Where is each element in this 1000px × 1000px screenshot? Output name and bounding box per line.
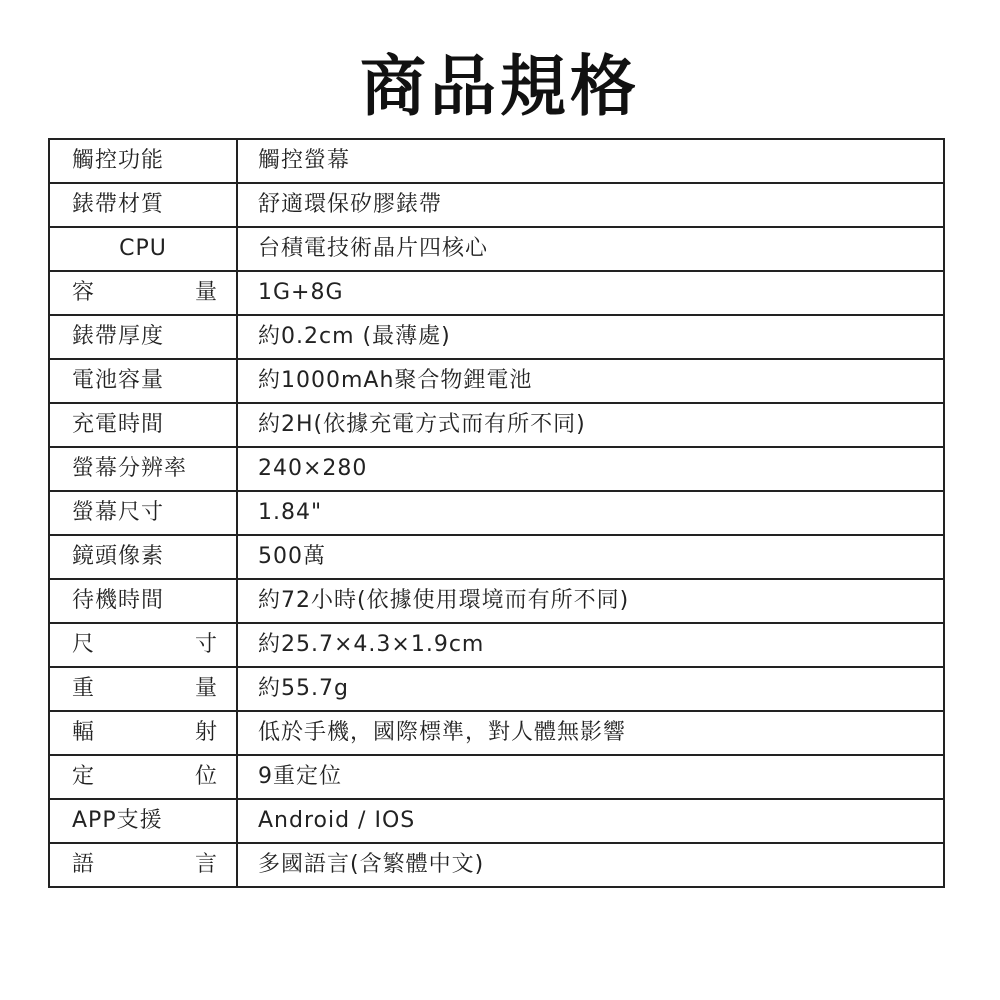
spec-label: 錶帶厚度 [49,315,237,359]
spec-label: 電池容量 [49,359,237,403]
spec-row [49,227,944,271]
spec-label: 輻射 [49,711,237,755]
spec-label: 尺寸 [49,623,237,667]
spec-row [49,315,944,359]
spec-label: 待機時間 [49,579,237,623]
spec-row [49,843,944,887]
spec-label: 語言 [49,843,237,887]
spec-value: 500萬 [237,535,944,579]
spec-row [49,359,944,403]
spec-value: 約25.7×4.3×1.9cm [237,623,944,667]
spec-row [49,271,944,315]
spec-label: 重量 [49,667,237,711]
spec-row [49,447,944,491]
spec-row [49,711,944,755]
spec-value: 觸控螢幕 [237,139,944,183]
spec-value: 舒適環保矽膠錶帶 [237,183,944,227]
spec-row [49,623,944,667]
spec-value: 約2H(依據充電方式而有所不同) [237,403,944,447]
spec-value: Android / IOS [237,799,944,843]
spec-value: 多國語言(含繁體中文) [237,843,944,887]
spec-label: APP支援 [49,799,237,843]
spec-label: 觸控功能 [49,139,237,183]
spec-value: 1.84" [237,491,944,535]
spec-row [49,139,944,183]
spec-row [49,579,944,623]
spec-label: CPU [49,227,237,271]
spec-row [49,403,944,447]
spec-value: 約55.7g [237,667,944,711]
page-title: 商品規格 [360,48,640,125]
spec-label: 充電時間 [49,403,237,447]
spec-value: 1G+8G [237,271,944,315]
spec-value: 台積電技術晶片四核心 [237,227,944,271]
spec-label: 鏡頭像素 [49,535,237,579]
spec-row [49,799,944,843]
spec-label: 容量 [49,271,237,315]
spec-label: 螢幕分辨率 [49,447,237,491]
spec-value: 約0.2cm (最薄處) [237,315,944,359]
spec-label: 螢幕尺寸 [49,491,237,535]
spec-label: 定位 [49,755,237,799]
spec-row [49,491,944,535]
spec-label: 錶帶材質 [49,183,237,227]
spec-row [49,755,944,799]
spec-row [49,183,944,227]
spec-value: 9重定位 [237,755,944,799]
spec-value: 低於手機，國際標準，對人體無影響 [237,711,944,755]
spec-row [49,667,944,711]
spec-table-body [49,139,944,887]
spec-table [48,138,945,888]
spec-value: 約1000mAh聚合物鋰電池 [237,359,944,403]
spec-value: 240×280 [237,447,944,491]
spec-value: 約72小時(依據使用環境而有所不同) [237,579,944,623]
spec-row [49,535,944,579]
